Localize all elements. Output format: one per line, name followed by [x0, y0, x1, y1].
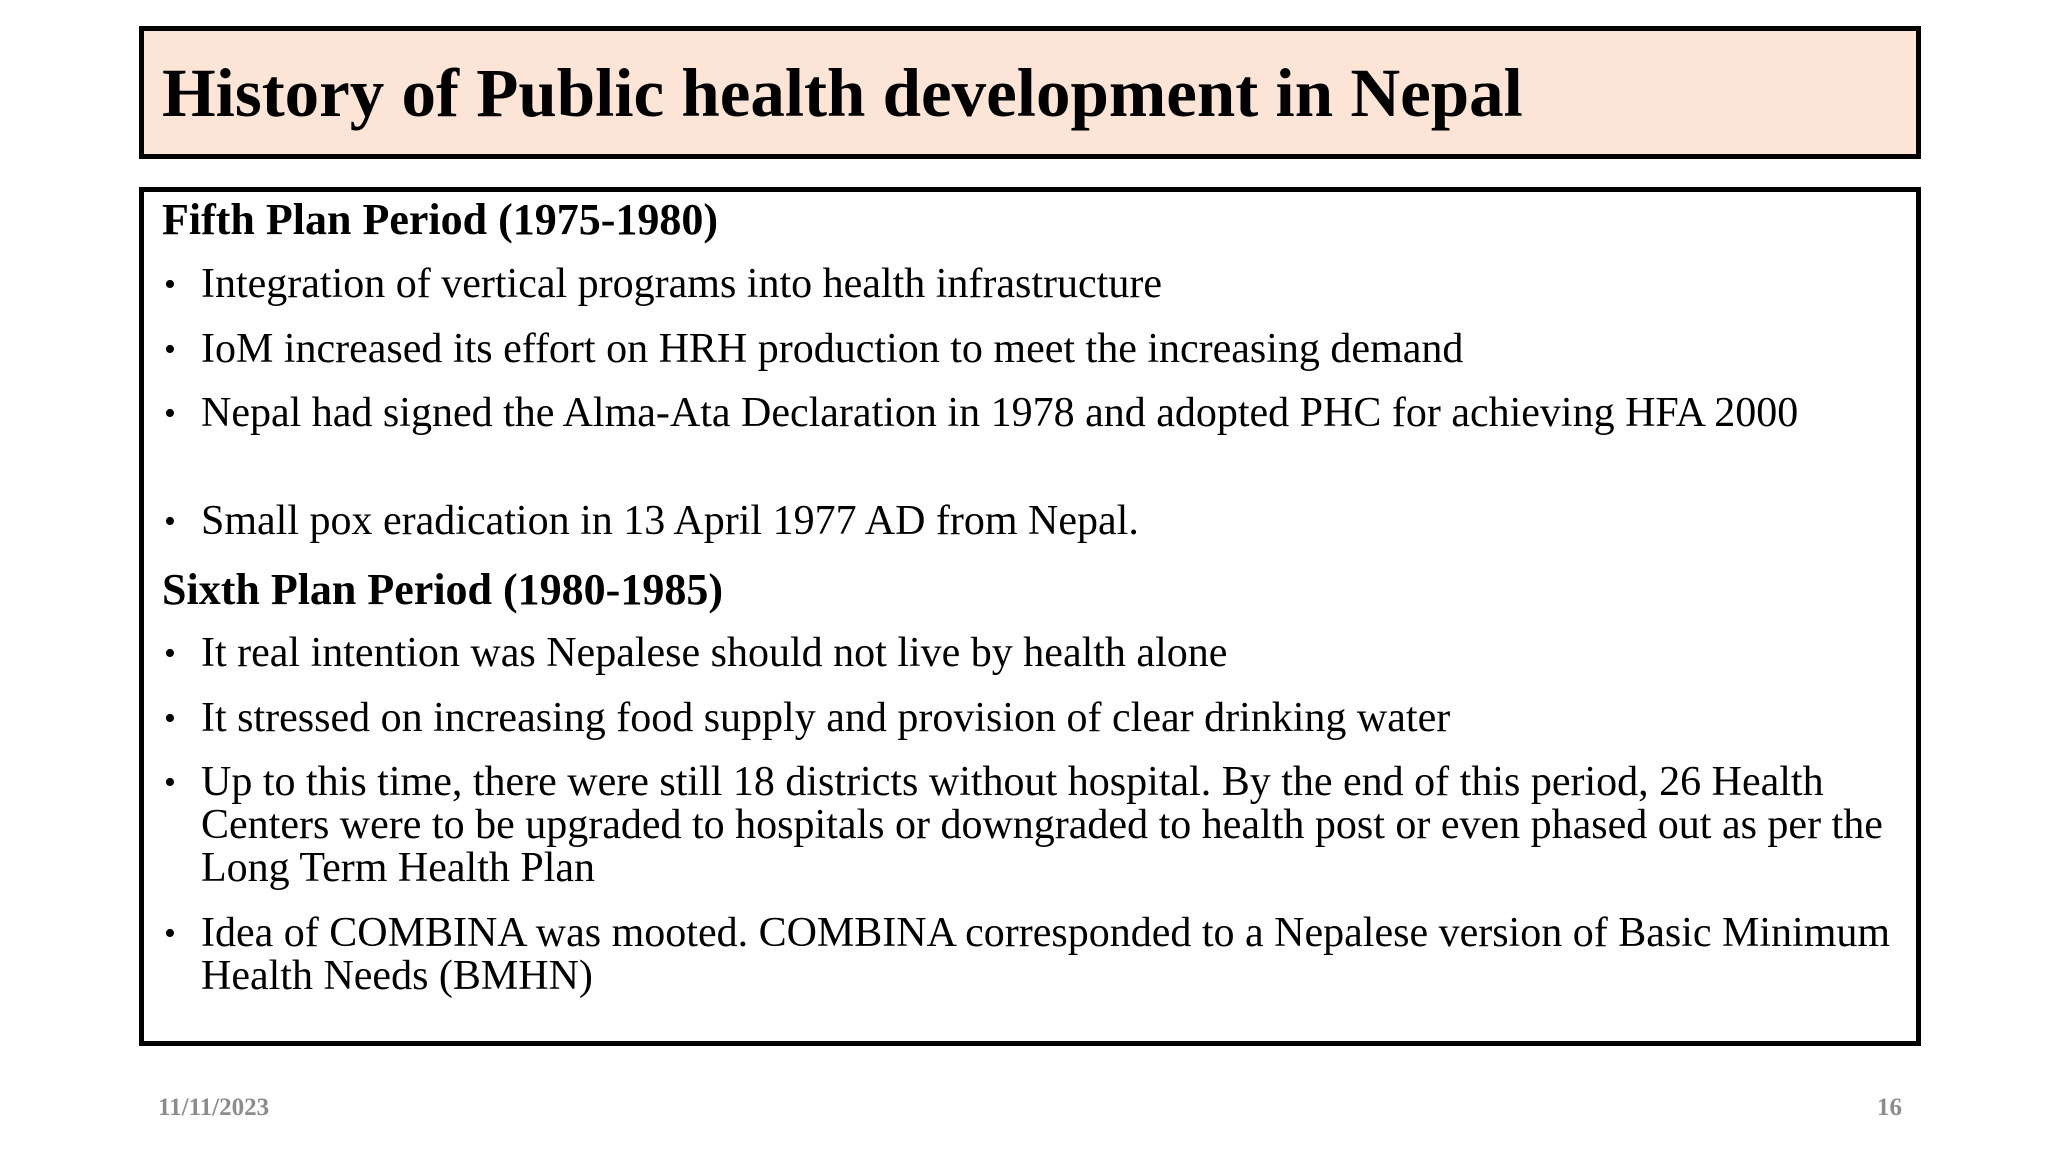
- bullet-icon: •: [164, 764, 176, 801]
- footer-date: 11/11/2023: [158, 1094, 270, 1121]
- bullet-item: [162, 697, 1902, 740]
- slide-title: History of Public health development in Nepal: [162, 55, 1523, 131]
- bullet-item: [162, 392, 1902, 435]
- bullet-icon: •: [164, 915, 176, 952]
- bullet-icon: •: [164, 331, 176, 368]
- title-box: [139, 26, 1921, 159]
- bullet-icon: •: [164, 635, 176, 672]
- bullet-icon: •: [164, 503, 176, 540]
- section-heading-sixth-plan: Sixth Plan Period (1980-1985): [162, 565, 723, 614]
- bullet-text: Up to this time, there were still 18 districts without hospital. By the end of this period, 26 Health Centers were to be upgraded to hospitals or downgraded to health post or even phased out as per the Long Term Health Plan: [201, 759, 1883, 891]
- page-number: 16: [1877, 1094, 1902, 1121]
- section-heading-fifth-plan: Fifth Plan Period (1975-1980): [162, 195, 719, 244]
- bullet-text: Integration of vertical programs into health infrastructure: [201, 261, 1162, 307]
- bullet-text: It real intention was Nepalese should not live by health alone: [201, 630, 1228, 676]
- bullet-item: [162, 263, 1902, 306]
- bullet-icon: •: [164, 700, 176, 737]
- bullet-icon: •: [164, 266, 176, 303]
- bullet-item: [162, 632, 1902, 675]
- bullet-text: It stressed on increasing food supply and provision of clear drinking water: [201, 695, 1451, 741]
- bullet-item: [162, 328, 1902, 371]
- bullet-item: [162, 912, 1902, 998]
- bullet-item: [162, 761, 1902, 890]
- bullet-text: Nepal had signed the Alma-Ata Declaration in 1978 and adopted PHC for achieving HFA 2000: [201, 390, 1799, 436]
- bullet-text: Idea of COMBINA was mooted. COMBINA corresponded to a Nepalese version of Basic Minimum Health Needs (BMHN): [201, 910, 1891, 999]
- bullet-text: IoM increased its effort on HRH production to meet the increasing demand: [201, 326, 1464, 372]
- content-box: [139, 187, 1921, 1046]
- bullet-item: [162, 500, 1902, 543]
- bullet-icon: •: [164, 395, 176, 432]
- bullet-text: Small pox eradication in 13 April 1977 AD from Nepal.: [201, 498, 1139, 544]
